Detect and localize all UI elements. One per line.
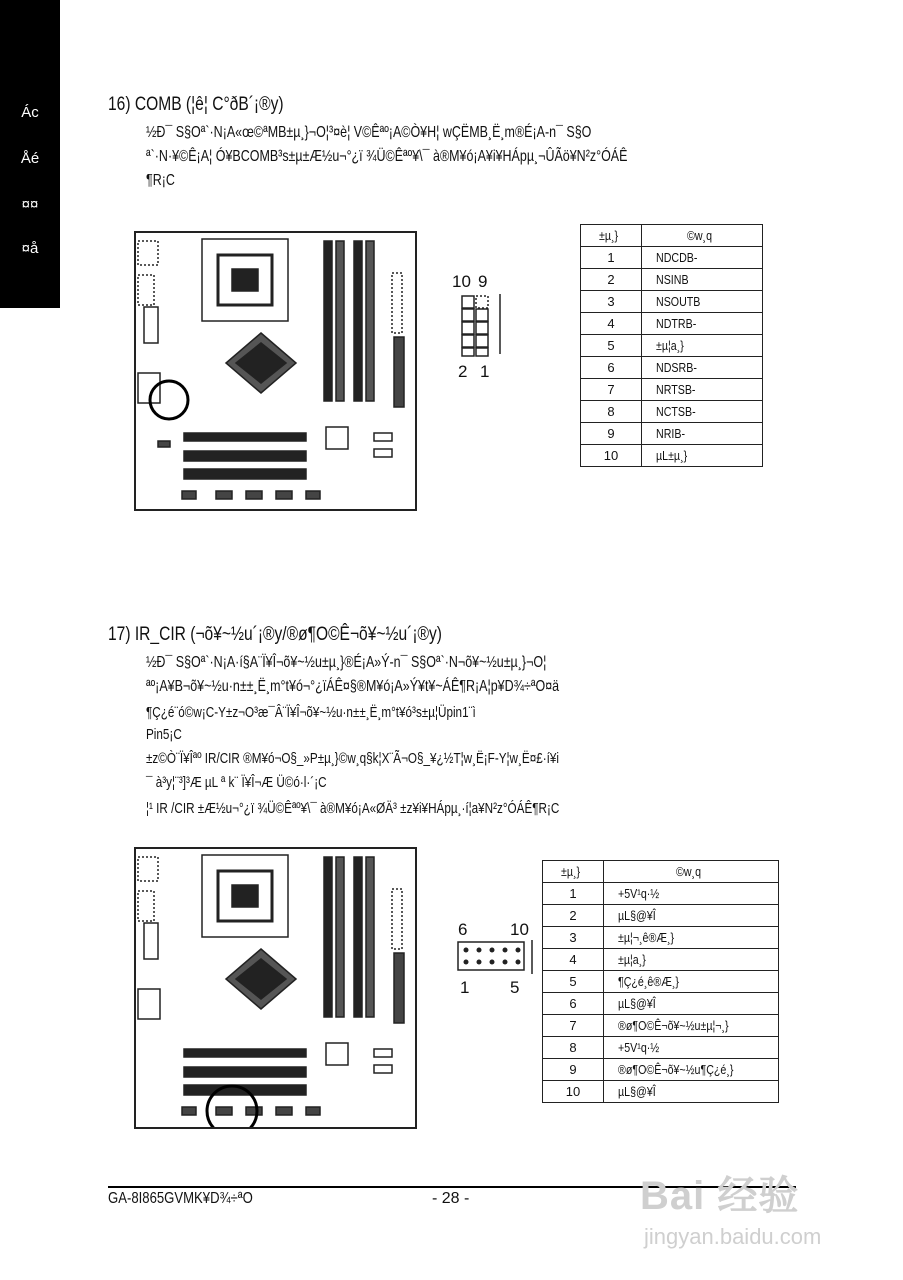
side-tab-char-3: ¤¤ xyxy=(21,196,39,213)
table-header-row xyxy=(581,225,763,247)
pin-number: 9 xyxy=(581,423,642,445)
table-row xyxy=(581,445,763,467)
pin-definition: +5V¹q·½ xyxy=(604,1037,779,1059)
pin-definition-header: ©w¸q xyxy=(642,225,763,247)
pin-definition: NDCDB- xyxy=(642,247,763,269)
ir-header-label-5: 5 xyxy=(510,978,520,997)
section-17-line-5: ±z©Ò¨Ï¥Îªº IR/CIR ®M¥ó¬O§_»P±µ¸}©w¸q§k¦X¨Ã¬O§_¥¿½T¦w¸Ë¡F-Y¦w¸Ë¤£·í¥i xyxy=(146,750,559,767)
motherboard-layout-svg xyxy=(136,233,415,509)
table-row xyxy=(543,949,779,971)
pin-definition: ±µ¦¬¸ê®Æ¸} xyxy=(604,927,779,949)
baidu-jingyan-watermark xyxy=(640,1150,890,1270)
pin-number: 6 xyxy=(543,993,604,1015)
com-header-label-9: 9 xyxy=(478,272,488,291)
com-header-label-10: 10 xyxy=(452,272,471,291)
pin-definition: ±µ¦a¸} xyxy=(642,335,763,357)
pin-number: 9 xyxy=(543,1059,604,1081)
motherboard-diagram-com xyxy=(134,231,417,511)
table-row xyxy=(543,1081,779,1103)
ir-pin-definition-table xyxy=(542,860,779,1103)
pin-number-header: ±µ¸} xyxy=(543,861,604,883)
table-row xyxy=(581,357,763,379)
side-tab-char-1: Ác xyxy=(21,104,39,121)
section-17-line-4: Pin5¡C xyxy=(146,726,182,743)
pin-definition: NDSRB- xyxy=(642,357,763,379)
pin-definition: ±µ¦a¸} xyxy=(604,949,779,971)
table-row xyxy=(543,883,779,905)
section-17-line-2: ªº¡A¥B¬õ¥~½u·n±±¸Ë¸m°t¥ó¬°¿ïÁÊ¤§®M¥ó¡A»Ý¥t¥~ÁÊ¶R¡A¦p¥D¾÷ªO¤ä xyxy=(146,678,560,695)
section-17-line-7: ¦¹ IR /CIR ±Æ½u¬°¿ï ¾Ü©Êªº¥\¯ à®M¥ó¡A«ØÄ³ ±z¥i¥HÁpµ¸·í¦a¥N²z°ÓÁÊ¶R¡C xyxy=(146,800,560,817)
section-16-title: 16) COMB (¦ê¦ C°ðB´¡®y) xyxy=(108,94,284,115)
ir-pin-header-diagram xyxy=(456,940,536,974)
pin-number: 4 xyxy=(543,949,604,971)
pin-definition: NRIB- xyxy=(642,423,763,445)
table-row xyxy=(581,379,763,401)
section-17-title: 17) IR_CIR (¬õ¥~½u´¡®y/®ø¶O©Ê¬õ¥~½u´¡®y) xyxy=(108,624,442,645)
table-row xyxy=(581,291,763,313)
table-row xyxy=(581,269,763,291)
section-16-line-2: ª`·N·¥©Ê¡A¦ Ó¥BCOMB³s±µ±Æ½u¬°¿ï ¾Ü©Êªº¥\¯ à®M¥ó¡A¥i¥HÁpµ¸¬ÛÃö¥N²z°ÓÁÊ xyxy=(146,148,628,165)
pin-definition: µL±µ¸} xyxy=(642,445,763,467)
com-header-label-1: 1 xyxy=(480,362,490,381)
com-pin-definition-table xyxy=(580,224,763,467)
section-16-line-3: ¶R¡C xyxy=(146,172,175,189)
pin-definition: ¶Ç¿é¸ê®Æ¸} xyxy=(604,971,779,993)
table-row xyxy=(543,927,779,949)
pin-number: 10 xyxy=(543,1081,604,1103)
section-16-line-1: ½Ð¯ S§Oª`·N¡A«œ©ªMB±µ¸}¬O¦³¤è¦ V©Êªº¡A©Ò¥H¦ wÇËMB¸Ë¸m®É¡A-n¯ S§O xyxy=(146,124,592,141)
table-row xyxy=(581,313,763,335)
pin-number: 5 xyxy=(543,971,604,993)
table-row xyxy=(543,1015,779,1037)
pin-definition: µL§@¥Î xyxy=(604,905,779,927)
watermark-url: jingyan.baidu.com xyxy=(644,1224,822,1249)
pin-definition: ®ø¶O©Ê¬õ¥~½u¶Ç¿é¸} xyxy=(604,1059,779,1081)
pin-definition: NSINB xyxy=(642,269,763,291)
table-row xyxy=(543,1037,779,1059)
com-location-highlight xyxy=(150,381,188,419)
pin-definition: NRTSB- xyxy=(642,379,763,401)
pin-definition: NCTSB- xyxy=(642,401,763,423)
pin-definition: NSOUTB xyxy=(642,291,763,313)
watermark-logo-text: Bai 经验 xyxy=(640,1174,800,1218)
ir-header-label-10: 10 xyxy=(510,920,529,939)
pin-number: 3 xyxy=(543,927,604,949)
pin-number: 1 xyxy=(543,883,604,905)
pin-number: 5 xyxy=(581,335,642,357)
section-17-line-6: ¯ à³y¦¨³]³Æ µL ª k¨ Ï¥Î¬Æ Ü©ó·l·´¡C xyxy=(146,774,327,791)
table-row xyxy=(543,971,779,993)
ir-header-label-6: 6 xyxy=(458,920,468,939)
pin-number: 4 xyxy=(581,313,642,335)
pin-definition: µL§@¥Î xyxy=(604,993,779,1015)
table-row xyxy=(581,423,763,445)
ir-header-label-1: 1 xyxy=(460,978,470,997)
section-17-line-1: ½Ð¯ S§Oª`·N¡A·í§A¨Ï¥Î¬õ¥~½u±µ¸}®É¡A»Ý-n¯ S§Oª`·N¬õ¥~½u±µ¸}¬O¦ xyxy=(146,654,547,671)
com-pin-header-diagram xyxy=(458,294,508,358)
pin-number: 2 xyxy=(543,905,604,927)
page-number: - 28 - xyxy=(432,1190,470,1207)
pin-definition: +5V¹q·½ xyxy=(604,883,779,905)
footer-model-name: GA-8I865GVMK¥D¾÷ªO xyxy=(108,1190,253,1207)
chapter-side-tab xyxy=(0,0,60,308)
table-row xyxy=(581,335,763,357)
pin-number: 7 xyxy=(581,379,642,401)
side-tab-char-4: ¤å xyxy=(21,240,39,257)
motherboard-layout-svg xyxy=(136,849,415,1127)
motherboard-diagram-ir xyxy=(134,847,417,1129)
table-row xyxy=(543,993,779,1015)
table-row xyxy=(581,401,763,423)
pin-definition: NDTRB- xyxy=(642,313,763,335)
pin-number: 1 xyxy=(581,247,642,269)
pin-number: 8 xyxy=(581,401,642,423)
pin-number-header: ±µ¸} xyxy=(581,225,642,247)
pin-number: 3 xyxy=(581,291,642,313)
pin-number: 10 xyxy=(581,445,642,467)
pin-definition: ®ø¶O©Ê¬õ¥~½u±µ¦¬¸} xyxy=(604,1015,779,1037)
table-row xyxy=(543,905,779,927)
pin-number: 7 xyxy=(543,1015,604,1037)
pin-definition: µL§@¥Î xyxy=(604,1081,779,1103)
side-tab-char-2: Åé xyxy=(20,150,40,167)
section-17-line-3: ¶Ç¿é¨ó©w¡C-Y±z¬O³æ¯Â¨Ï¥Î¬õ¥~½u·n±±¸Ë¸m°t¥ó³s±µ¦Üpin1¨ì xyxy=(146,704,476,721)
pin-number: 8 xyxy=(543,1037,604,1059)
table-row xyxy=(543,1059,779,1081)
pin-number: 2 xyxy=(581,269,642,291)
com-header-label-2: 2 xyxy=(458,362,468,381)
pin-number: 6 xyxy=(581,357,642,379)
table-header-row xyxy=(543,861,779,883)
table-row xyxy=(581,247,763,269)
pin-definition-header: ©w¸q xyxy=(604,861,779,883)
